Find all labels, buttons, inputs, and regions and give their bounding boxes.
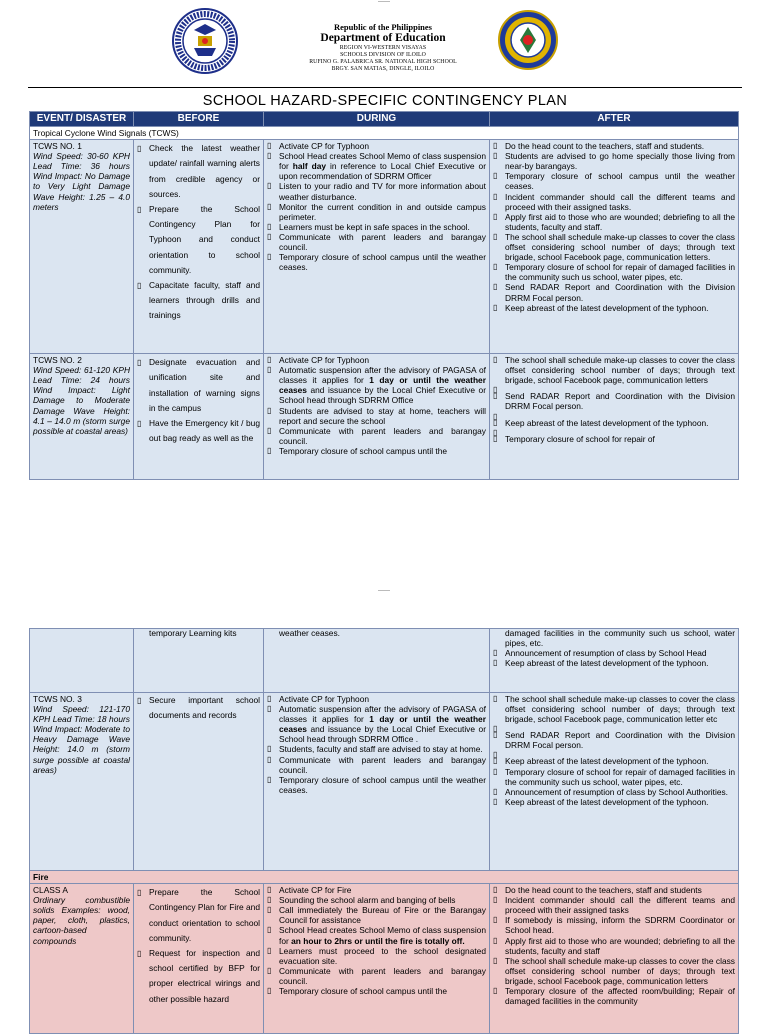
event-description: Wind Speed: 121-170 KPH Lead Time: 18 hours Wind Impact: Moderate to Heavy Damage Wave Height: 14.0 m (storm surge possible at coastal areas)	[33, 704, 130, 775]
plan-title: SCHOOL HAZARD-SPECIFIC CONTINGENCY PLAN	[28, 93, 742, 109]
text-run: in reference to Local Chief Executive or upon recommendation of SDRRM Officer	[279, 161, 486, 181]
bold-text: an hour to 2hrs or until the fire is totally off.	[291, 936, 465, 946]
list-item: ▯ Students are advised to go home specially those living from near-by barangays.	[493, 151, 735, 171]
list-item	[267, 151, 486, 181]
list-item: ▯ Capacitate faculty, staff and learners through drills and trainings	[137, 278, 260, 324]
list-item: ▯ Temporary closure of school campus until the weather ceases.	[267, 252, 486, 272]
list-item: ▯ Temporary closure of the affected room/building; Repair of damaged facilities in the community	[493, 986, 735, 1006]
after-cell	[490, 354, 739, 480]
text-run: School Head creates School Memo of class suspension for	[279, 925, 486, 945]
list-item: ▯ Communicate with parent leaders and barangay council.	[267, 232, 486, 252]
event-cell	[30, 693, 134, 871]
school-line: RUFINO G. PALABRICA SR. NATIONAL HIGH SCHOOL	[260, 59, 506, 66]
deped-seal-logo	[172, 8, 238, 74]
list-item: ▯ Activate CP for Typhoon	[267, 355, 486, 365]
list-item: ▯ Learners must be kept in safe spaces in the school.	[267, 222, 486, 232]
list-item: ▯ Sounding the school alarm and banging of bells	[267, 895, 486, 905]
section-row-tcws	[30, 127, 739, 140]
col-during-header: DURING	[264, 112, 490, 127]
list-item: ▯ Temporary closure of school campus until the	[267, 986, 486, 996]
bold-text: 1 day or until the weather ceases	[279, 714, 486, 734]
list-item	[267, 925, 486, 945]
list-item: ▯ Temporary closure of school campus until the	[267, 446, 486, 456]
after-cell	[490, 693, 739, 871]
list-item: ▯ Have the Emergency kit / bug out bag ready as well as the	[137, 416, 260, 446]
section-title: Tropical Cyclone Wind Signals (TCWS)	[30, 127, 739, 140]
region-line: REGION VI-WESTERN VISAYAS	[260, 45, 506, 52]
school-seal-logo	[498, 10, 558, 70]
list-item: ▯ Temporary closure of school for repair of damaged facilities in the community such us school, water pipes, etc.	[493, 767, 735, 787]
list-item: ▯ Keep abreast of the latest development of the typhoon.	[493, 797, 735, 807]
document-header	[0, 0, 768, 88]
list-item: ▯ The school shall schedule make-up classes to cover the class offset considering school number of days; through text brigade, school Facebook page, communication letters	[493, 956, 735, 986]
list-item: ▯ Activate CP for Typhoon	[267, 694, 486, 704]
section-title: Fire	[30, 871, 739, 884]
during-cell	[264, 140, 490, 354]
list-item: ▯ Incident commander should call the different teams and proceed with their assigned tasks	[493, 895, 735, 915]
during-cell	[264, 629, 490, 693]
list-item: ▯ Communicate with parent leaders and barangay council.	[267, 755, 486, 775]
during-cell	[264, 693, 490, 871]
after-cell	[490, 884, 739, 1034]
contingency-table-page-2	[29, 628, 739, 1034]
list-item: ▯ Temporary closure of school campus until the weather ceases.	[267, 775, 486, 795]
list-item: ▯ Temporary closure of school campus until the weather ceases.	[493, 171, 735, 191]
list-item: ▯ Announcement of resumption of class by School Head	[493, 648, 735, 658]
during-cell	[264, 354, 490, 480]
table-row-tcws3	[30, 693, 739, 871]
col-after-header: AFTER	[490, 112, 739, 127]
event-cell	[30, 629, 134, 693]
event-description: Ordinary combustible solids Examples: wood, paper, cloth, plastics, cartoon-based compounds	[33, 895, 130, 945]
list-item: ▯ Apply first aid to those who are wounded; debriefing to all the students, faculty and staff.	[493, 212, 735, 232]
list-item: ▯ Prepare the School Contingency Plan for Fire and conduct orientation to school community.	[137, 885, 260, 946]
continued-text: temporary Learning kits	[137, 629, 260, 642]
bold-text: 1 day or until the weather ceases	[279, 375, 486, 395]
text-run: Automatic suspension after the advisory of PAGASA of classes it applies for	[279, 365, 486, 385]
list-item: ▯ Keep abreast of the latest development of the typhoon.	[493, 756, 735, 766]
before-cell	[134, 354, 264, 480]
event-cell	[30, 884, 134, 1034]
col-before-header: BEFORE	[134, 112, 264, 127]
republic-line: Republic of the Philippines	[260, 22, 506, 32]
list-item: ▯ Secure important school documents and records	[137, 693, 260, 723]
before-cell	[134, 693, 264, 871]
list-item: ▯ Activate CP for Typhoon	[267, 141, 486, 151]
list-item: ▯ The school shall schedule make-up classes to cover the class offset considering school number of days; through text brigade, school Facebook page, communication letters.	[493, 232, 735, 262]
during-cell	[264, 884, 490, 1034]
text-run: Automatic suspension after the advisory of PAGASA of classes it applies for	[279, 704, 486, 724]
department-line: Department of Education	[260, 32, 506, 45]
contingency-table-page-1	[29, 111, 739, 480]
text-run: School Head creates School Memo of class suspension for	[279, 151, 486, 171]
list-item: ▯ Incident commander should call the different teams and proceed with their assigned tasks.	[493, 192, 735, 212]
table-row-tcws2-continued	[30, 629, 739, 693]
list-item: ▯ If somebody is missing, inform the SDRRM Coordinator or School head.	[493, 915, 735, 935]
list-item: ▯ Prepare the School Contingency Plan for Typhoon and conduct orientation to school community.	[137, 202, 260, 278]
list-item: ▯ Designate evacuation and unification site and installation of warning signs in the campus	[137, 355, 260, 416]
page-break-mark	[378, 1, 390, 2]
before-cell	[134, 884, 264, 1034]
list-item: ▯ Communicate with parent leaders and barangay council.	[267, 426, 486, 446]
section-row-fire	[30, 871, 739, 884]
list-item: ▯ The school shall schedule make-up classes to cover the class offset considering school number of days; through text brigade, school Facebook page, communication letters	[493, 355, 735, 385]
header-text-block	[260, 22, 506, 73]
list-item: ▯ Call immediately the Bureau of Fire or the Barangay Council for assistance	[267, 905, 486, 925]
col-event-header: EVENT/ DISASTER	[30, 112, 134, 127]
after-cell	[490, 629, 739, 693]
table-header-row	[30, 112, 739, 127]
before-cell	[134, 629, 264, 693]
event-number: TCWS NO. 3	[33, 694, 82, 704]
page-break-mark	[378, 590, 390, 591]
list-item: ▯ Learners must proceed to the school designated evacuation site.	[267, 946, 486, 966]
list-item: ▯ Communicate with parent leaders and barangay council.	[267, 966, 486, 986]
before-cell	[134, 140, 264, 354]
event-description: Wind Speed: 61-120 KPH Lead Time: 24 hours Wind Impact: Light Damage to Moderate Damage Wave Height: 4.1 – 14.0 m (storm surge possible at coastal areas)	[33, 365, 130, 436]
list-item: ▯ Send RADAR Report and Coordination with the Division DRRM Focal person.	[493, 282, 735, 302]
list-item	[267, 365, 486, 405]
list-item: ▯ Announcement of resumption of class by School Authorities.	[493, 787, 735, 797]
list-item: ▯ Temporary closure of school for repair of	[493, 434, 735, 444]
event-number: CLASS A	[33, 885, 68, 895]
list-item: ▯ Send RADAR Report and Coordination with the Division DRRM Focal person.	[493, 391, 735, 411]
text-run: and issuance by the Local Chief Executive or School head through SDRRM Office	[279, 385, 486, 405]
address-line: BRGY. SAN MATIAS, DINGLE, ILOILO	[260, 66, 506, 73]
list-item: ▯ Students are advised to stay at home, teachers will report and secure the school	[267, 406, 486, 426]
list-item: ▯ Keep abreast of the latest development of the typhoon.	[493, 658, 735, 668]
event-number: TCWS NO. 2	[33, 355, 82, 365]
event-description: Wind Speed: 30-60 KPH Lead Time: 36 hours Wind Impact: No Damage to Very Light Damage Wave Height: 1.25 – 4.0 meters	[33, 151, 130, 211]
header-rule	[28, 87, 742, 88]
bold-text: half day	[293, 161, 326, 171]
table-row-tcws1	[30, 140, 739, 354]
list-item	[267, 704, 486, 744]
list-item: ▯ Do the head count to the teachers, staff and students	[493, 885, 735, 895]
list-item: ▯ The school shall schedule make-up classes to cover the class offset considering school number of days; through text brigade, school Facebook page, communication letter etc	[493, 694, 735, 724]
after-cell	[490, 140, 739, 354]
list-item: ▯ Send RADAR Report and Coordination with the Division DRRM Focal person.	[493, 730, 735, 750]
division-line: SCHOOLS DIVISION OF ILOILO	[260, 52, 506, 59]
list-item: ▯ Keep abreast of the latest development of the typhoon.	[493, 303, 735, 313]
list-item: ▯ Apply first aid to those who are wounded; debriefing to all the students, faculty and staff	[493, 936, 735, 956]
list-item: ▯ Listen to your radio and TV for more information about weather disturbance.	[267, 181, 486, 201]
list-item: ▯ Request for inspection and school certified by BFP for proper electrical wirings and other possible hazard	[137, 946, 260, 1007]
table-row-fire-class-a	[30, 884, 739, 1034]
text-run: and issuance by the Local Chief Executive or School head through SDRRM Office .	[279, 724, 486, 744]
list-item: ▯ Activate CP for Fire	[267, 885, 486, 895]
list-item: ▯ Temporary closure of school for repair of damaged facilities in the community such us school, water pipes, etc.	[493, 262, 735, 282]
list-item: ▯ Keep abreast of the latest development of the typhoon.	[493, 418, 735, 428]
continued-text: weather ceases.	[267, 629, 486, 639]
continued-text: damaged facilities in the community such us school, water pipes, etc.	[493, 629, 735, 649]
table-row-tcws2	[30, 354, 739, 480]
list-item: ▯ Check the latest weather update/ rainfall warning alerts from credible agency or sources.	[137, 141, 260, 202]
event-cell	[30, 354, 134, 480]
event-cell	[30, 140, 134, 354]
list-item: ▯ Do the head count to the teachers, staff and students.	[493, 141, 735, 151]
event-number: TCWS NO. 1	[33, 141, 82, 151]
list-item: ▯ Monitor the current condition in and outside campus perimeter.	[267, 202, 486, 222]
list-item: ▯ Students, faculty and staff are advised to stay at home.	[267, 744, 486, 754]
